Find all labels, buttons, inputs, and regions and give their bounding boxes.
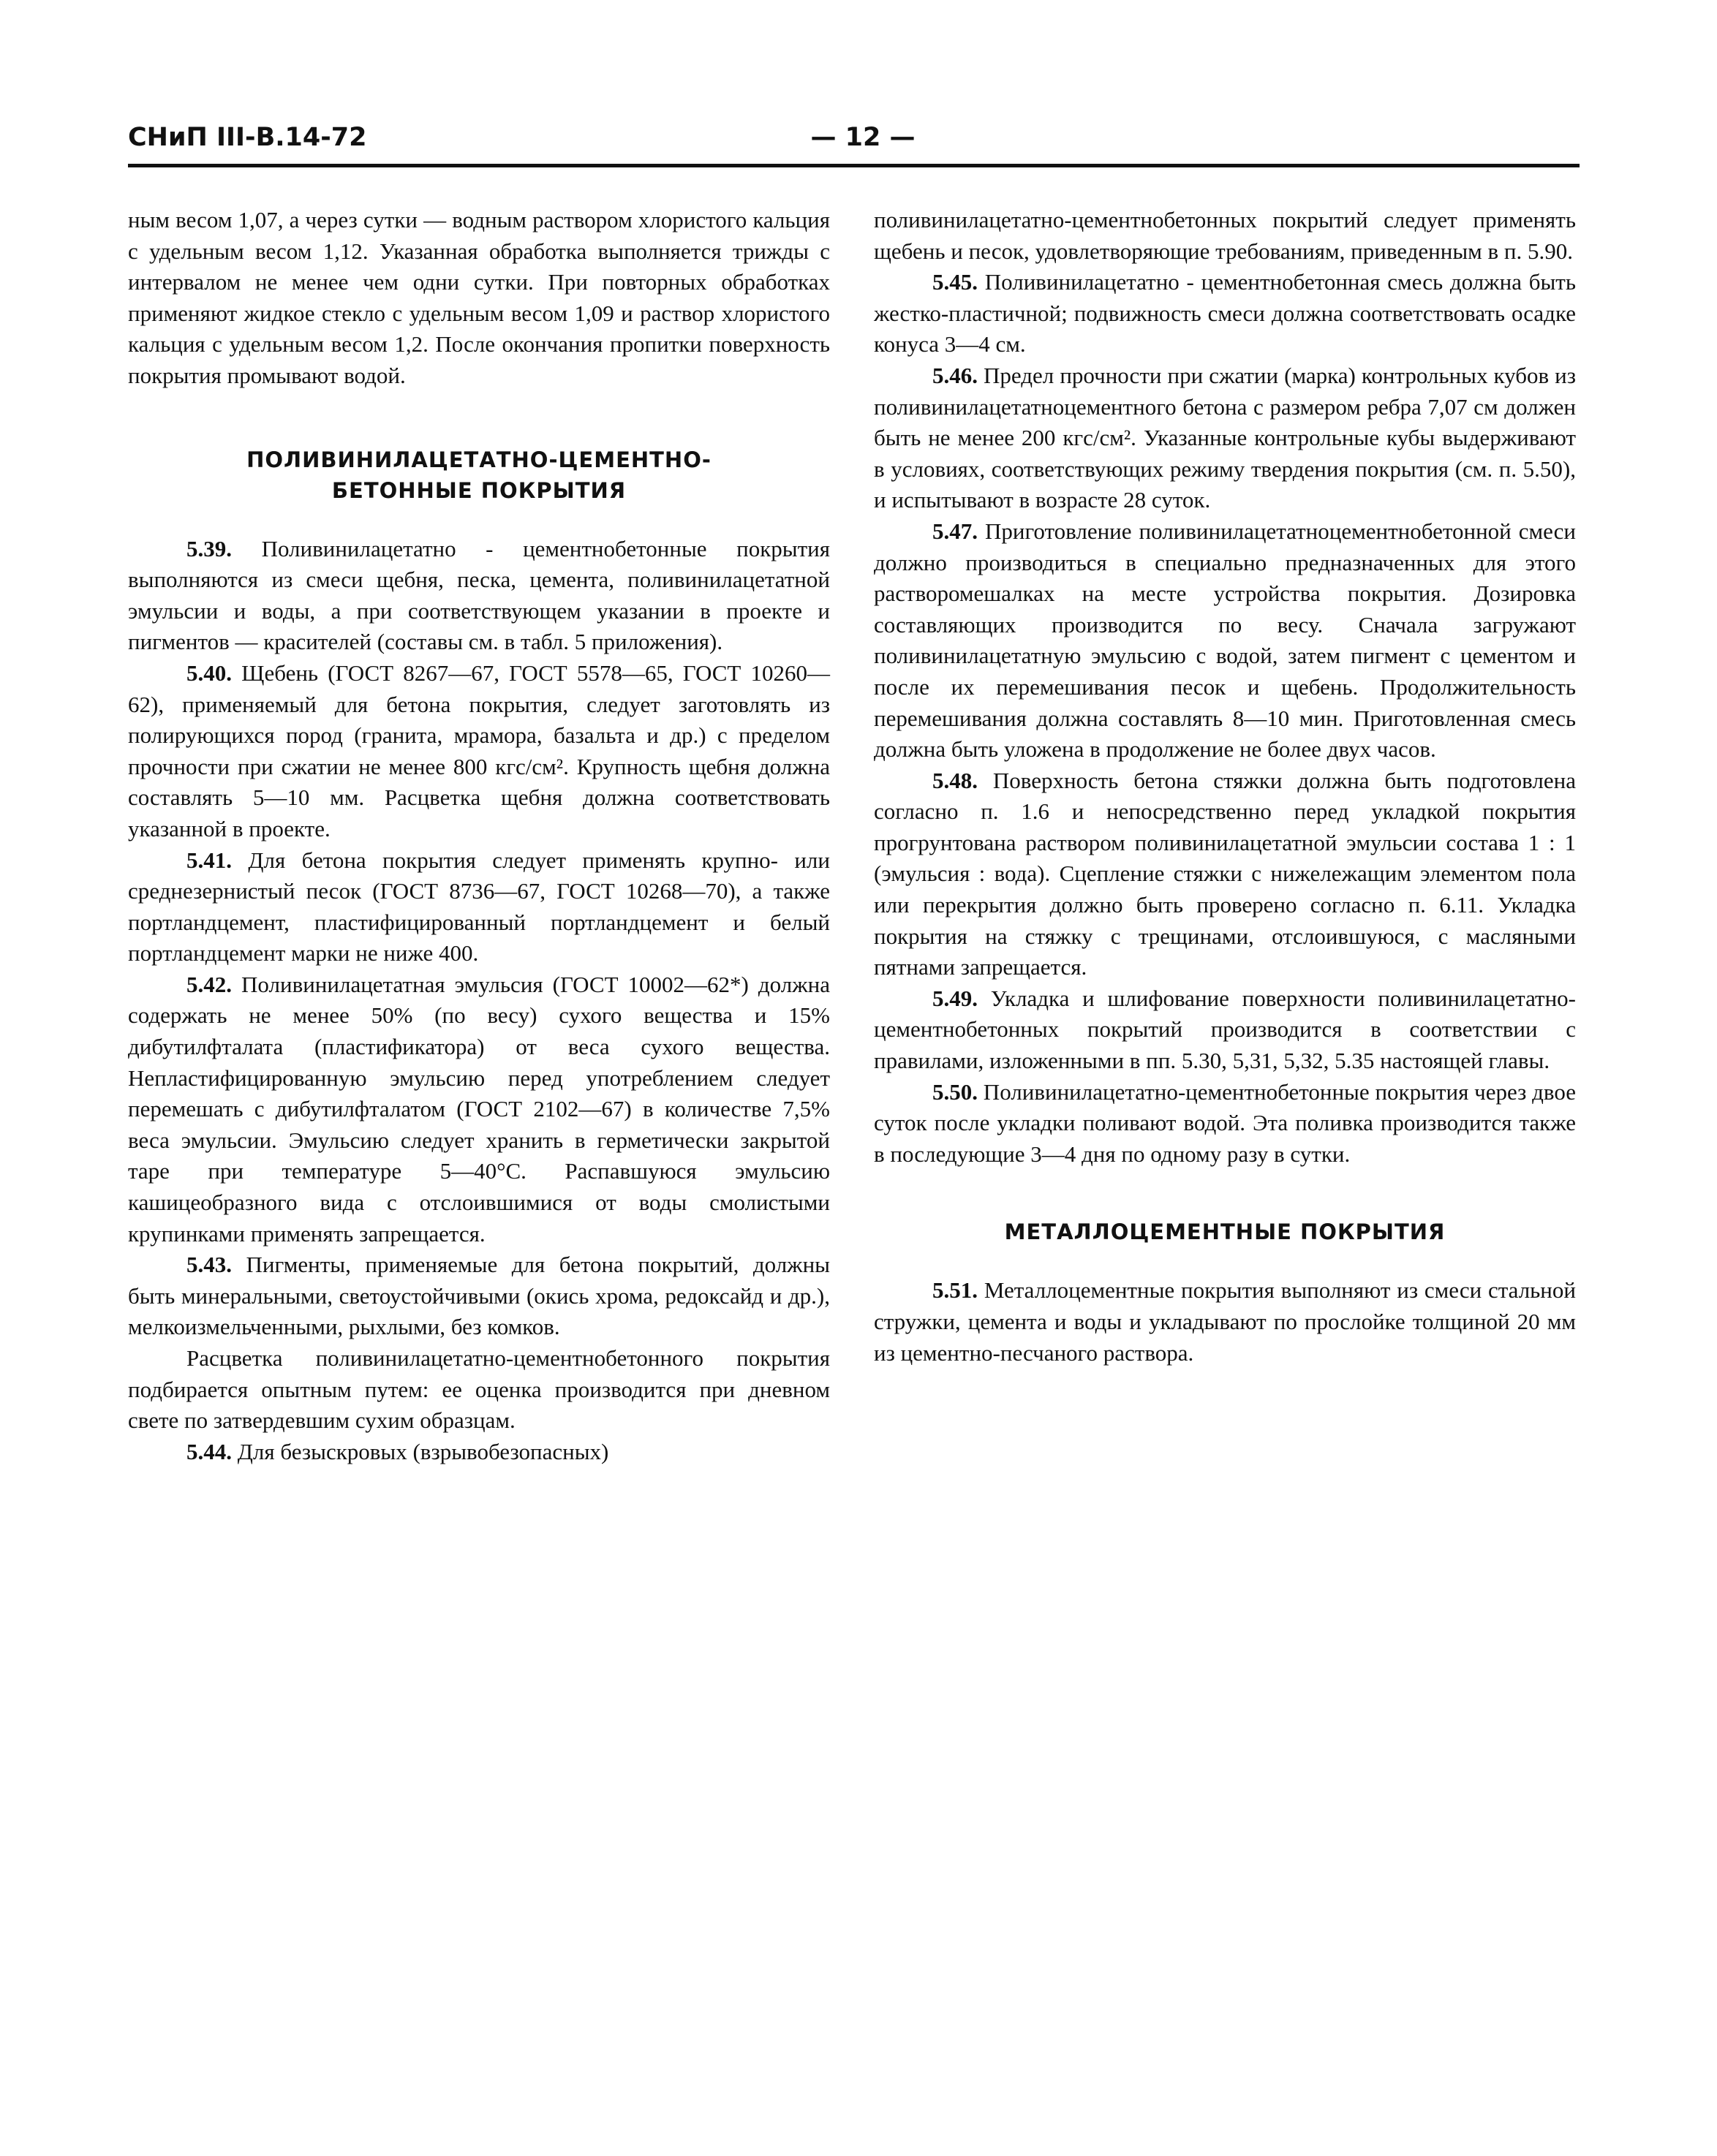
clause-number: 5.41. [186, 847, 232, 873]
clause-5-44-continued: поливинилацетатно-цементнобетонных покрытий следует применять щебень и песок, удовлетворяющие требованиям, приведенным в п. 5.90. [874, 207, 1576, 264]
clause-5-44 [128, 1437, 830, 1468]
clause-5-51 [874, 1275, 1576, 1369]
clause-text: Укладка и шлифование поверхности поливинилацетатно-цементнобетонных покрытий производится в соответствии с правилами, изложенными в пп. 5.30, 5,31, 5,32, 5.35 настоящей главы. [874, 985, 1576, 1074]
clause-5-43-continued: Расцветка поливинилацетатно-цементнобетонного покрытия подбирается опытным путем: ее оценка производится при дневном свете по затвердевшим сухим образцам. [128, 1345, 830, 1434]
document-code: СНиП III-В.14-72 [128, 123, 367, 152]
clause-text: Поливинилацетатно - цементнобетонные покрытия выполняются из смеси щебня, песка, цемента, поливинилацетатной эмульсии и воды, а при соответствующем указании в проекте и пигментов — красителей (составы см. в табл. 5 приложения). [128, 535, 830, 655]
clause-text: Пигменты, применяемые для бетона покрытий, должны быть минеральными, светоустойчивыми (окись хрома, редоксайд и др.), мелкоизмельченными, рыхлыми, без комков. [128, 1252, 830, 1340]
clause-5-39 [128, 534, 830, 658]
clause-5-46 [874, 360, 1576, 516]
clause-number: 5.46. [932, 362, 978, 388]
clause-number: 5.44. [186, 1438, 232, 1464]
section-heading-line-1: ПОЛИВИНИЛАЦЕТАТНО-ЦЕМЕНТНО- [246, 447, 712, 472]
clause-number: 5.47. [932, 518, 978, 544]
clause-number: 5.51. [932, 1277, 978, 1304]
clause-text: Предел прочности при сжатии (марка) контрольных кубов из поливинилацетатноцементного бетона с размером ребра 7,07 см должен быть не менее 200 кгс/см². Указанные контрольные кубы выдерживают в условиях, соответствующих режиму твердения покрытия (см. п. 5.50), и испытывают в возрасте 28 суток. [874, 362, 1576, 513]
section-heading-line-2: БЕТОННЫЕ ПОКРЫТИЯ [331, 477, 627, 503]
section-heading-metal-cement: МЕТАЛЛОЦЕМЕНТНЫЕ ПОКРЫТИЯ [1004, 1219, 1446, 1245]
clause-text: Приготовление поливинилацетатноцементнобетонной смеси должно производиться в специально предназначенных для этого растворомешалках на месте устройства покрытия. Дозировка составляющих производится по весу. Сначала загружают поливинилацетатную эмульсию с водой, затем пигмент с цементом и после их перемешивания песок и щебень. Продолжительность перемешивания должна составлять 8—10 мин. Приготовленная смесь должна быть уложена в продолжение не более двух часов. [874, 518, 1576, 763]
clause-text: Металлоцементные покрытия выполняют из смеси стальной стружки, цемента и воды и укладывают по прослойке толщиной 20 мм из цементно-песчаного раствора. [874, 1277, 1576, 1366]
clause-5-41 [128, 845, 830, 969]
clause-5-45 [874, 267, 1576, 360]
right-column [874, 205, 1576, 1369]
clause-number: 5.39. [186, 535, 232, 561]
section-heading-pva-cement-concrete [128, 445, 830, 506]
clause-text: Для бетона покрытия следует применять крупно- или среднезернистый песок (ГОСТ 8736—67, ГОСТ 10268—70), а также портландцемент, пластифицированный портландцемент и белый портландцемент марки не ниже 400. [128, 847, 830, 967]
clause-number: 5.42. [186, 971, 232, 997]
clause-number: 5.40. [186, 659, 232, 686]
clause-5-43 [128, 1249, 830, 1343]
clause-text: Для безыскровых (взрывобезопасных) [232, 1438, 609, 1464]
page-header [128, 123, 1580, 164]
clause-text: Поверхность бетона стяжки должна быть подготовлена согласно п. 1.6 и непосредственно перед укладкой покрытия прогрунтована раствором поливинилацетатной эмульсии состава 1 : 1 (эмульсия : вода). Сцепление стяжки с нижележащим элементом пола или перекрытия должно быть проверено согласно п. 6.11. Укладка покрытия на стяжку с трещинами, отслоившуюся, с масляными пятнами запрещается. [874, 767, 1576, 980]
clause-5-42 [128, 969, 830, 1249]
page-number: — 12 — [810, 123, 916, 152]
clause-5-47 [874, 516, 1576, 765]
paragraph-continuation: ным весом 1,07, а через сутки — водным раствором хлористого кальция с удельным весом 1,12. Указанная обработка выполняется трижды с интервалом не менее чем одни сутки. При повторных обработках применяют жидкое стекло с удельным весом 1,09 и раствор хлористого кальция с удельным весом 1,2. После окончания пропитки поверхность покрытия промывают водой. [128, 207, 830, 388]
clause-text: Поливинилацетатная эмульсия (ГОСТ 10002—62*) должна содержать не менее 50% (по весу) сухого вещества и 15% дибутилфталата (пластификатора) от веса сухого вещества. Непластифицированную эмульсию перед употреблением следует перемешать с дибутилфталатом (ГОСТ 2102—67) в количестве 7,5% веса эмульсии. Эмульсию следует хранить в герметически закрытой таре при температуре 5—40°С. Распавшуюся эмульсию кашицеобразного вида с отслоившимися от воды смолистыми крупинками применять запрещается. [128, 971, 830, 1247]
clause-5-50 [874, 1077, 1576, 1170]
clause-text: Поливинилацетатно - цементнобетонная смесь должна быть жестко-пластичной; подвижность смеси должна соответствовать осадке конуса 3—4 см. [874, 269, 1576, 358]
clause-text: Щебень (ГОСТ 8267—67, ГОСТ 5578—65, ГОСТ 10260—62), применяемый для бетона покрытия, следует заготовлять из полирующихся пород (гранита, мрамора, базальта и др.) с пределом прочности при сжатии не менее 800 кгс/см². Крупность щебня должна составлять 5—10 мм. Расцветка щебня должна соответствовать указанной в проекте. [128, 659, 830, 841]
left-column [128, 205, 830, 1467]
clause-5-40 [128, 658, 830, 845]
clause-text: Поливинилацетатно-цементнобетонные покрытия через двое суток после укладки поливают водой. Эта поливка производится также в последующие 3—4 дня по одному разу в сутки. [874, 1078, 1576, 1167]
clause-5-48 [874, 765, 1576, 983]
clause-5-49 [874, 983, 1576, 1077]
header-rule [128, 164, 1580, 167]
clause-number: 5.49. [932, 985, 978, 1011]
clause-number: 5.43. [186, 1252, 232, 1278]
clause-number: 5.45. [932, 269, 978, 295]
clause-number: 5.50. [932, 1078, 978, 1105]
clause-number: 5.48. [932, 767, 978, 793]
